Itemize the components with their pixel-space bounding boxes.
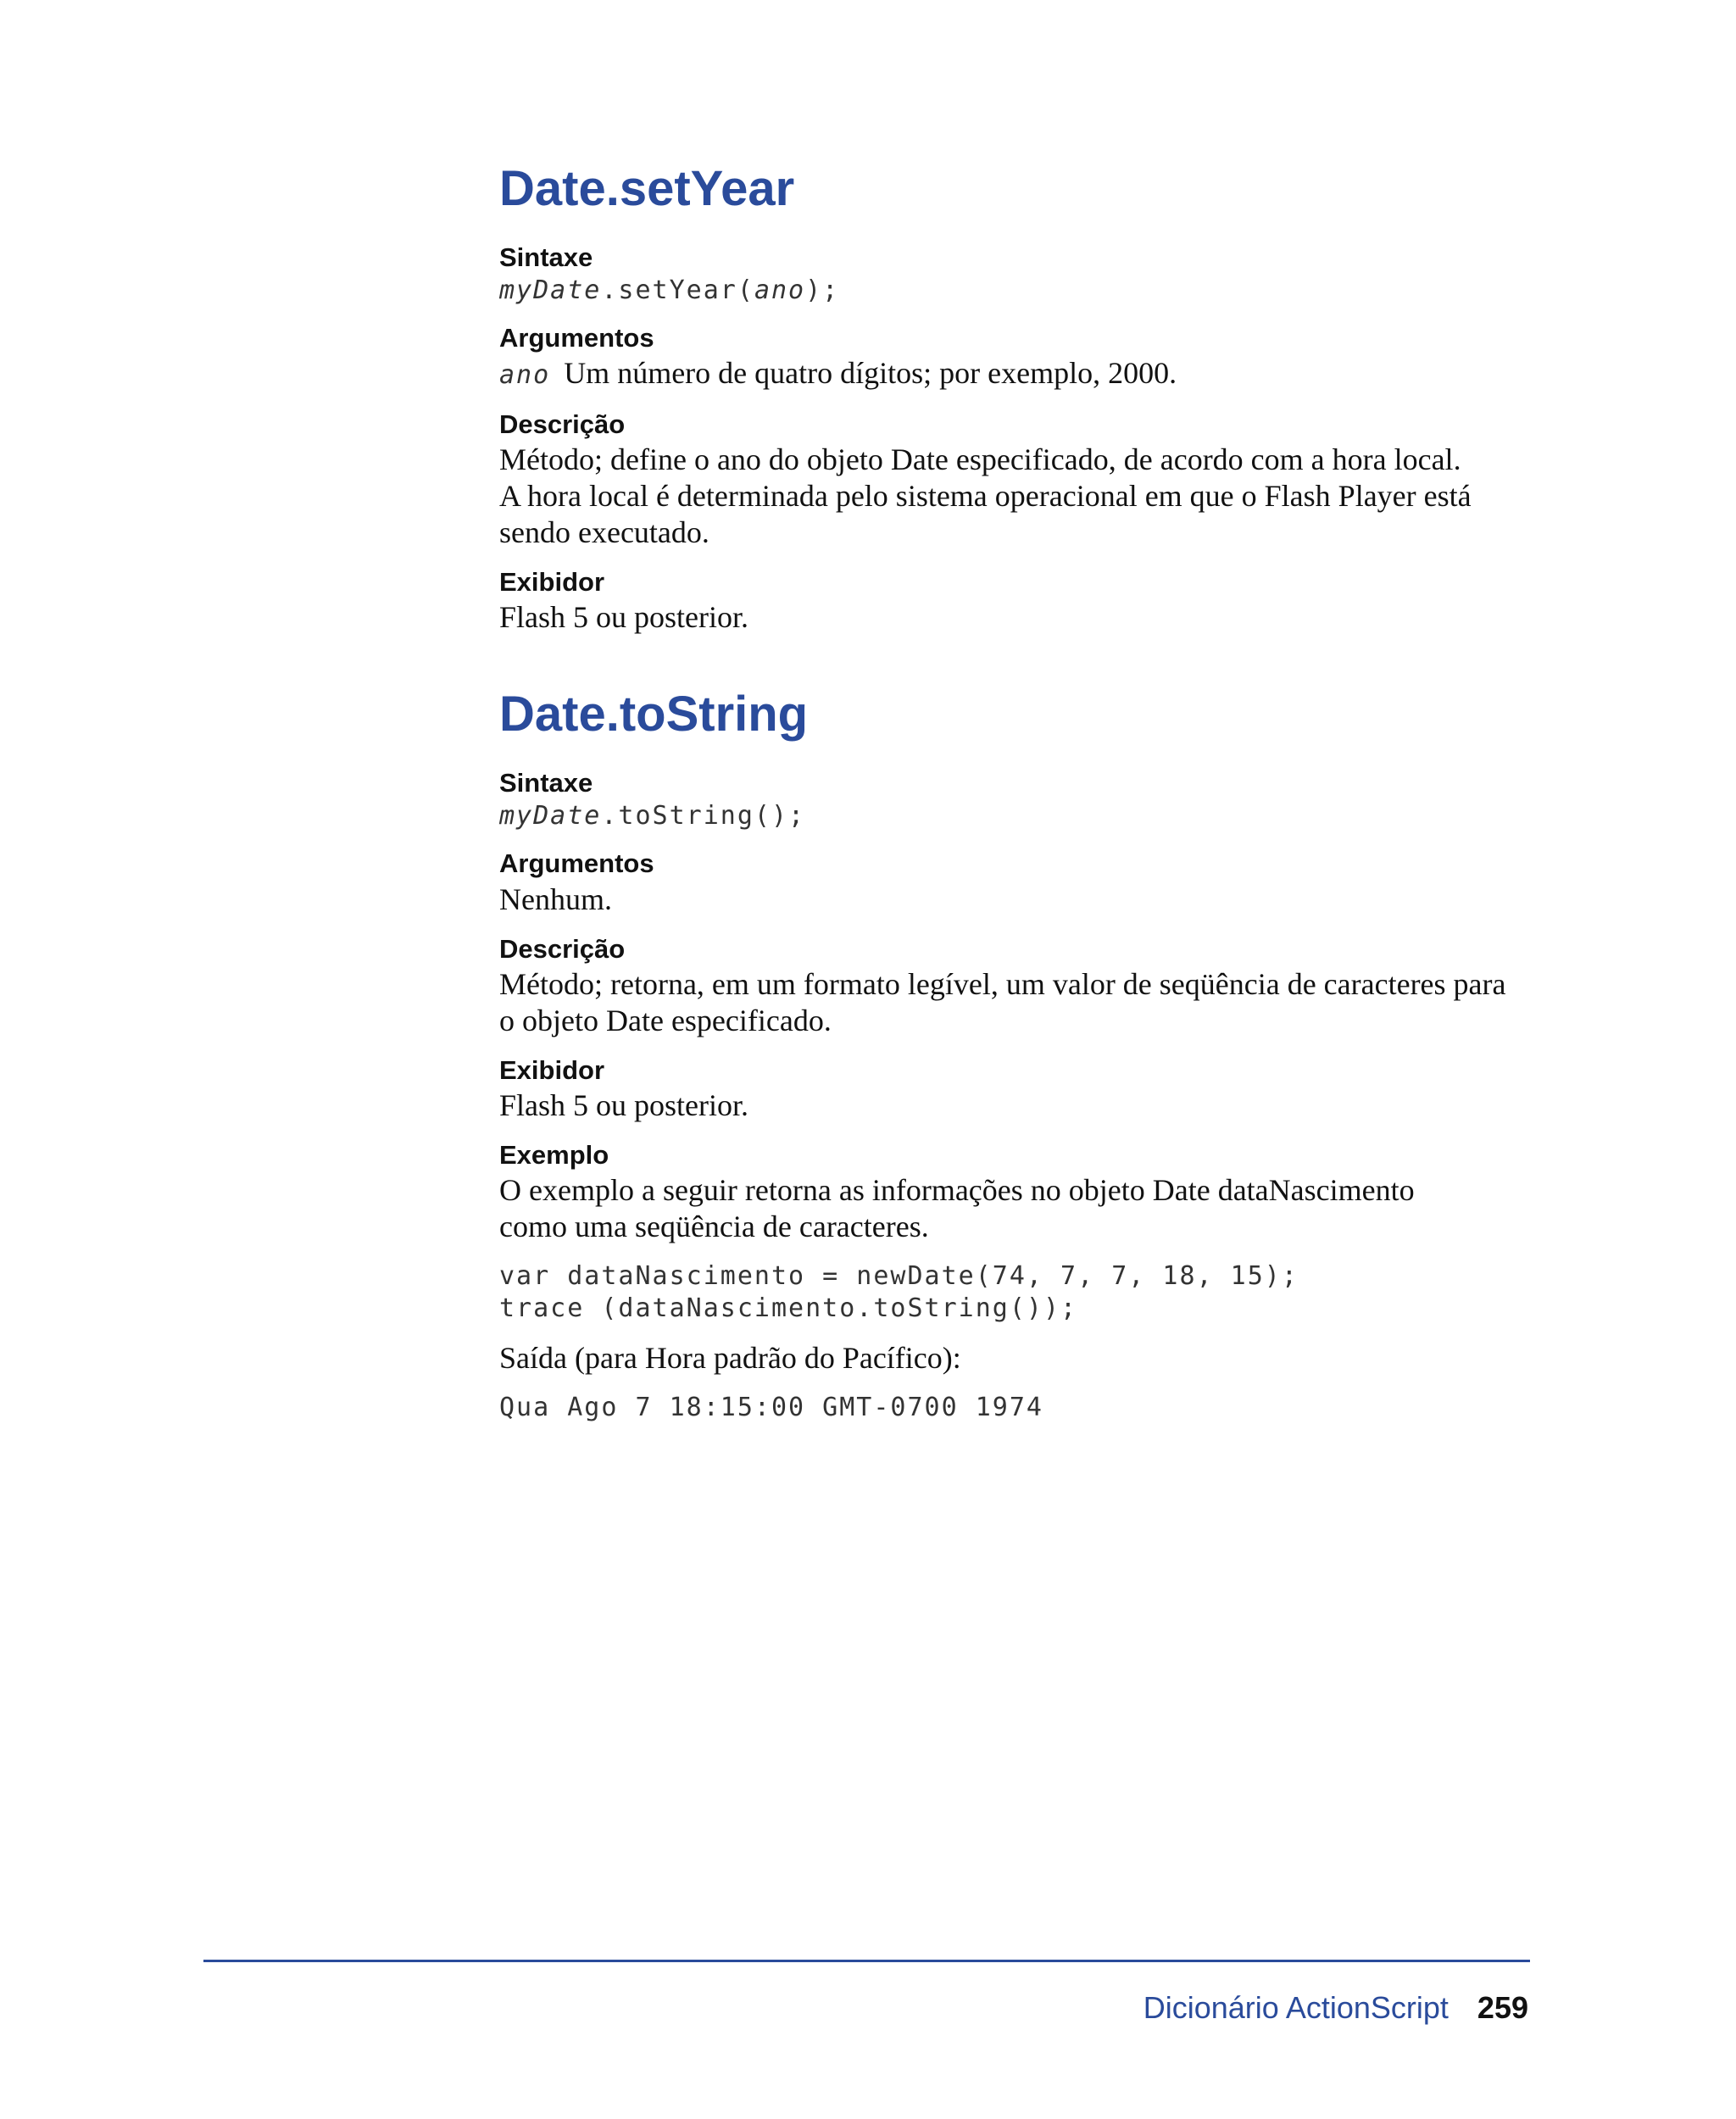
argument-name: ano	[499, 360, 551, 391]
description-line: Método; retorna, em um formato legível, um valor de seqüência de caracteres para	[499, 966, 1506, 1001]
player-text: Flash 5 ou posterior.	[499, 1087, 748, 1122]
syntax-object: myDate	[499, 801, 602, 831]
syntax-method: .setYear(	[601, 275, 754, 305]
syntax-argument: ano	[754, 275, 806, 305]
argument-description: Um número de quatro dígitos; por exemplo, 2000.	[564, 356, 1177, 391]
player-text: Flash 5 ou posterior.	[499, 600, 748, 635]
argument-line	[499, 355, 1542, 393]
page-footer	[1143, 1990, 1528, 2026]
example-label: Exemplo	[499, 1139, 609, 1170]
entry-title: Date.setYear	[499, 161, 795, 216]
example-code-block	[499, 1260, 1542, 1325]
entry-title: Date.toString	[499, 687, 809, 742]
code-line: trace (dataNascimento.toString());	[499, 1293, 1078, 1324]
description-text	[499, 442, 1542, 551]
description-line: A hora local é determinada pelo sistema operacional em que o Flash Player está	[499, 479, 1472, 514]
syntax-label: Sintaxe	[499, 242, 593, 272]
description-label: Descrição	[499, 933, 626, 964]
description-line: sendo executado.	[499, 515, 709, 550]
arguments-label: Argumentos	[499, 848, 654, 879]
footer-rule	[203, 1960, 1530, 1962]
syntax-object: myDate	[499, 275, 602, 305]
page-number: 259	[1477, 1990, 1528, 2025]
example-text	[499, 1172, 1542, 1245]
player-label: Exibidor	[499, 1054, 605, 1085]
section-spacer	[499, 636, 1542, 687]
code-line: var dataNascimento = newDate(74, 7, 7, 18, 15);	[499, 1261, 1299, 1292]
book-title: Dicionário ActionScript	[1143, 1990, 1449, 2025]
entry-date-setyear	[499, 161, 1542, 636]
player-label: Exibidor	[499, 567, 605, 598]
description-label: Descrição	[499, 409, 626, 440]
description-line: o objeto Date especificado.	[499, 1003, 832, 1037]
syntax-end: );	[805, 275, 840, 305]
arguments-text: Nenhum.	[499, 882, 612, 916]
output-label: Saída (para Hora padrão do Pacífico):	[499, 1341, 961, 1376]
description-line: Método; define o ano do objeto Date especificado, de acordo com a hora local.	[499, 442, 1461, 477]
example-line: como uma seqüência de caracteres.	[499, 1210, 929, 1244]
arguments-label: Argumentos	[499, 322, 654, 353]
description-text	[499, 966, 1542, 1039]
syntax-code	[499, 800, 1542, 832]
output-code: Qua Ago 7 18:15:00 GMT-0700 1974	[499, 1393, 1043, 1423]
entry-date-tostring	[499, 687, 1542, 1424]
syntax-code	[499, 275, 1542, 307]
syntax-label: Sintaxe	[499, 768, 593, 798]
syntax-method: .toString();	[601, 801, 806, 831]
example-line: O exemplo a seguir retorna as informações no objeto Date dataNascimento	[499, 1173, 1415, 1208]
page-content	[499, 127, 1542, 1424]
